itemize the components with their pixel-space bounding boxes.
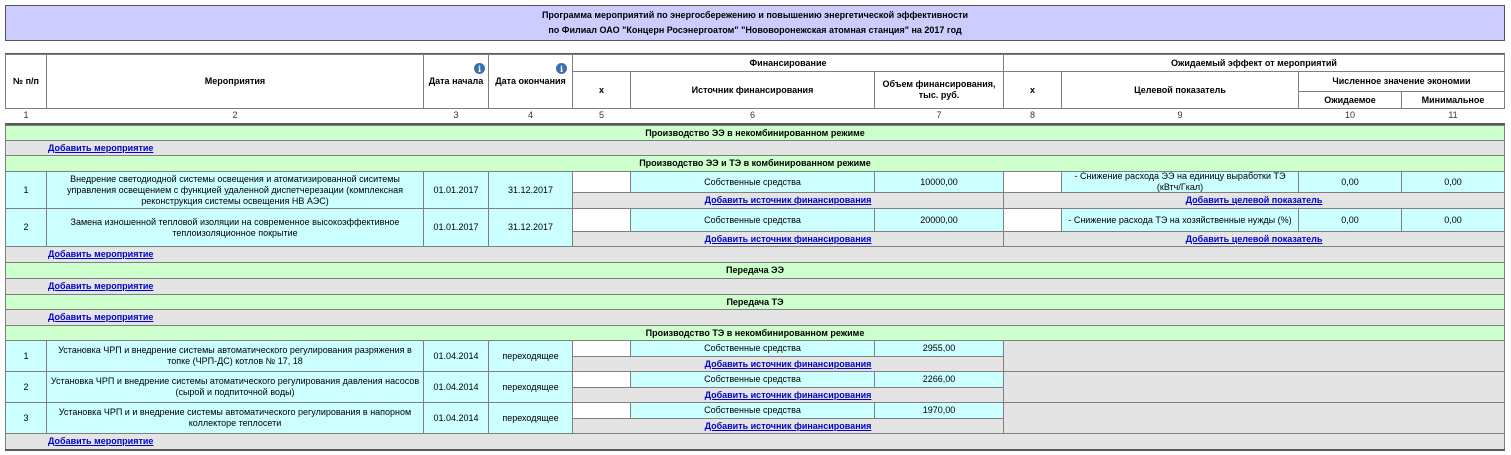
end-date: 31.12.2017 — [488, 208, 573, 247]
table-bottom-border — [5, 449, 1505, 451]
add-target-link[interactable]: Добавить целевой показатель — [1185, 233, 1323, 244]
section-header: Производство ТЭ в некомбинированном режиме — [5, 325, 1505, 341]
measure-name: Установка ЧРП и внедрение системы автоматического регулирования разряжения в топке (ЧРП-ДС) котлов № 17, 18 — [46, 340, 424, 372]
fin-source: Собственные средства — [630, 402, 875, 419]
add-measure-link[interactable]: Добавить мероприятие — [48, 249, 154, 259]
target-indicator: - Снижение расхода ЭЭ на единицу выработки ТЭ (кВтч/Гкал) — [1061, 171, 1299, 193]
add-row — [5, 309, 1505, 326]
fin-volume: 20000,00 — [874, 208, 1004, 232]
col-num-7: 7 — [936, 110, 942, 120]
add-source-row — [572, 356, 1004, 372]
report-title — [5, 5, 1505, 41]
end-date: переходящее — [488, 340, 573, 372]
measure-name: Внедрение светодиодной системы освещения и атоматизированной сиситемы управления освещением с функцией удаленной диспетчерезации (комплексная реконструкция системы освещения НВ АЭС) — [46, 171, 424, 209]
header-fin-x: x — [572, 71, 631, 109]
measure-name: Установка ЧРП и внедрение системы атоматического регулирования давления насосов (сырой и подпиточной воды) — [46, 371, 424, 403]
fin-volume: 1970,00 — [874, 402, 1004, 419]
fin-source: Собственные средства — [630, 371, 875, 388]
start-date-info-icon[interactable]: i — [474, 63, 485, 74]
col-num-9: 9 — [1177, 110, 1183, 120]
fin-volume: 2266,00 — [874, 371, 1004, 388]
col-num-3: 3 — [453, 110, 459, 120]
row-num: 1 — [5, 171, 47, 209]
header-target: Целевой показатель — [1061, 71, 1299, 109]
add-source-link[interactable]: Добавить источник финансирования — [704, 389, 872, 400]
fin-volume: 10000,00 — [874, 171, 1004, 193]
add-measure-link[interactable]: Добавить мероприятие — [48, 436, 154, 446]
header-economy: Численное значение экономии — [1298, 71, 1505, 92]
measure-name: Замена изношенной тепловой изоляции на современное высокоэффективное теплоизоляционное покрытие — [46, 208, 424, 247]
end-date: 31.12.2017 — [488, 171, 573, 209]
end-date: переходящее — [488, 402, 573, 434]
start-date: 01.04.2014 — [423, 340, 489, 372]
header-num: № п/п — [5, 54, 47, 109]
expected-value: 0,00 — [1298, 208, 1402, 232]
effect-empty-block — [1003, 340, 1505, 372]
add-source-row — [572, 192, 1004, 209]
add-row — [5, 278, 1505, 295]
col-num-1: 1 — [23, 110, 29, 120]
col-num-4: 4 — [527, 110, 533, 120]
target-indicator: - Снижение расхода ТЭ на хозяйственные нужды (%) — [1061, 208, 1299, 232]
header-start-date-label: Дата начала — [428, 76, 484, 86]
fin-x-cell[interactable] — [572, 340, 631, 357]
effect-empty-block — [1003, 371, 1505, 403]
section-header: Производство ЭЭ и ТЭ в комбинированном режиме — [5, 155, 1505, 172]
col-num-8: 8 — [1029, 110, 1035, 120]
add-target-row — [1003, 231, 1505, 247]
header-end-date-label: Дата окончания — [495, 76, 566, 86]
add-measure-link[interactable]: Добавить мероприятие — [48, 312, 154, 322]
end-date-info-icon[interactable]: i — [556, 63, 567, 74]
header-effect-x: x — [1003, 71, 1062, 109]
header-volume: Объем финансирования, тыс. руб. — [874, 71, 1004, 109]
add-source-row — [572, 418, 1004, 434]
header-financing: Финансирование — [572, 54, 1004, 72]
fin-source: Собственные средства — [630, 340, 875, 357]
add-source-row — [572, 231, 1004, 247]
header-expected: Ожидаемое — [1298, 91, 1402, 109]
section-header: Передача ЭЭ — [5, 262, 1505, 279]
add-row — [5, 433, 1505, 450]
fin-x-cell[interactable] — [572, 171, 631, 193]
col-num-6: 6 — [749, 110, 755, 120]
section-header: Передача ТЭ — [5, 294, 1505, 310]
report-title-line1: Программа мероприятий по энергосбережению и повышению энергетической эффективности — [541, 10, 969, 20]
report-title-line2: по Филиал ОАО "Концерн Росэнергоатом" "Нововоронежская атомная станция" на 2017 год — [548, 25, 962, 35]
minimal-value: 0,00 — [1401, 171, 1505, 193]
row-num: 3 — [5, 402, 47, 434]
effect-empty-block — [1003, 402, 1505, 434]
fin-source: Собственные средства — [630, 171, 875, 193]
start-date: 01.01.2017 — [423, 171, 489, 209]
header-measures: Мероприятия — [46, 54, 424, 109]
add-target-link[interactable]: Добавить целевой показатель — [1185, 195, 1323, 205]
measure-name: Установка ЧРП и и внедрение системы автоматического регулирования в напорном коллекторе теплосети — [46, 402, 424, 434]
start-date: 01.01.2017 — [423, 208, 489, 247]
add-source-link[interactable]: Добавить источник финансирования — [704, 195, 872, 205]
header-source: Источник финансирования — [630, 71, 875, 109]
col-num-11: 11 — [1448, 110, 1458, 120]
add-measure-link[interactable]: Добавить мероприятие — [48, 281, 154, 291]
add-source-row — [572, 387, 1004, 403]
add-source-link[interactable]: Добавить источник финансирования — [704, 420, 872, 431]
start-date: 01.04.2014 — [423, 402, 489, 434]
header-minimal: Минимальное — [1401, 91, 1505, 109]
section-header: Производство ЭЭ в некомбинированном режиме — [5, 125, 1505, 141]
column-numbers-row — [5, 110, 1505, 124]
fin-volume: 2955,00 — [874, 340, 1004, 357]
add-row — [5, 246, 1505, 263]
fin-x-cell[interactable] — [572, 402, 631, 419]
add-target-row — [1003, 192, 1505, 209]
effect-x-cell[interactable] — [1003, 171, 1062, 193]
add-measure-link[interactable]: Добавить мероприятие — [48, 142, 154, 153]
start-date: 01.04.2014 — [423, 371, 489, 403]
fin-source: Собственные средства — [630, 208, 875, 232]
fin-x-cell[interactable] — [572, 208, 631, 232]
row-num: 1 — [5, 340, 47, 372]
add-source-link[interactable]: Добавить источник финансирования — [704, 358, 872, 369]
end-date: переходящее — [488, 371, 573, 403]
add-source-link[interactable]: Добавить источник финансирования — [704, 233, 872, 244]
row-num: 2 — [5, 371, 47, 403]
fin-x-cell[interactable] — [572, 371, 631, 388]
col-num-10: 10 — [1344, 110, 1355, 120]
expected-value: 0,00 — [1298, 171, 1402, 193]
effect-x-cell[interactable] — [1003, 208, 1062, 232]
row-num: 2 — [5, 208, 47, 247]
col-num-2: 2 — [232, 110, 238, 120]
minimal-value: 0,00 — [1401, 208, 1505, 232]
add-row — [5, 140, 1505, 156]
header-effect: Ожидаемый эффект от мероприятий — [1003, 54, 1505, 72]
col-num-5: 5 — [598, 110, 604, 120]
